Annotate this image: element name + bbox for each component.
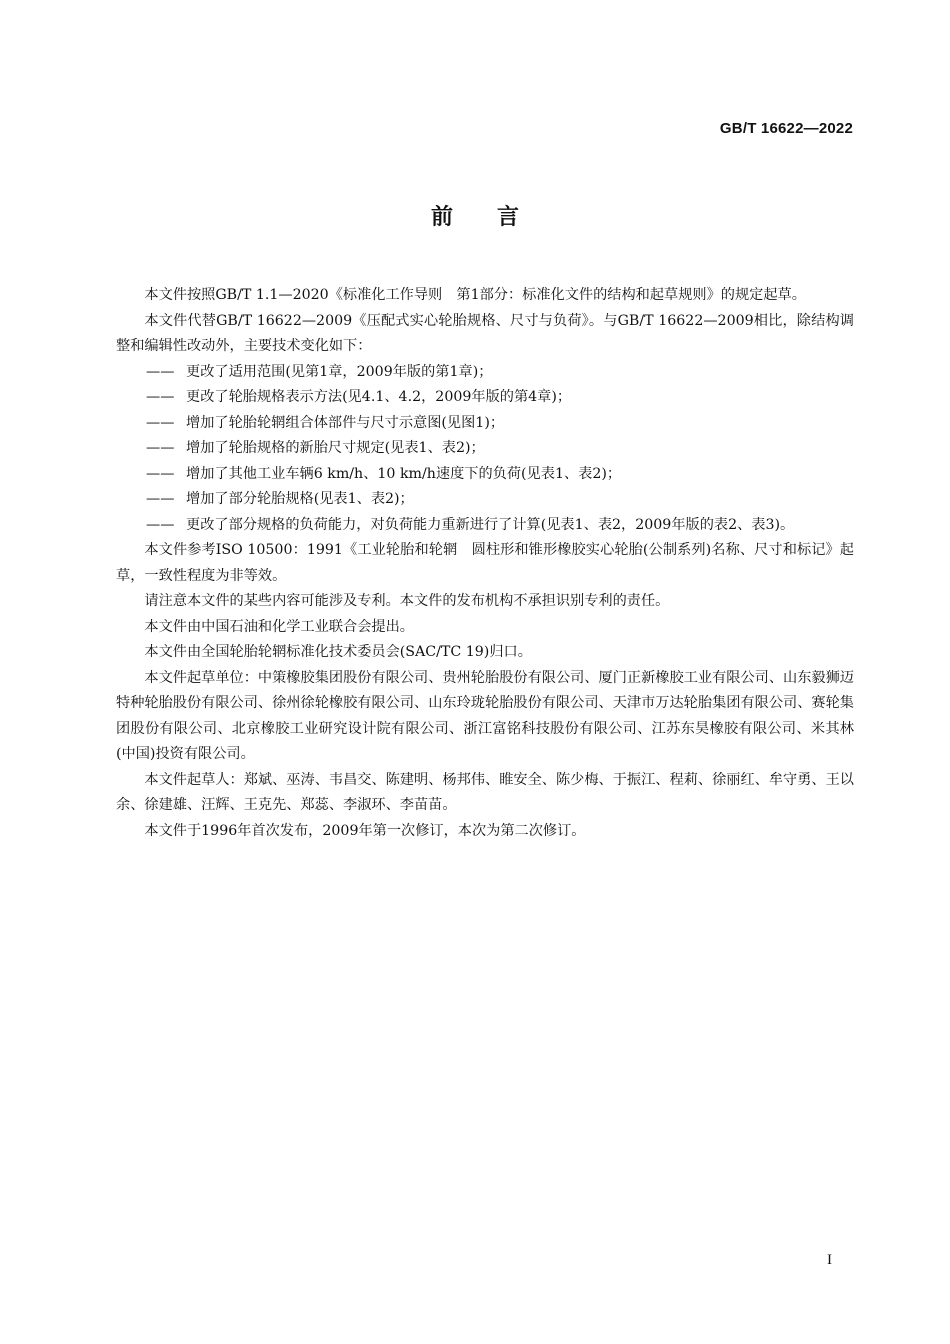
paragraph-patent-notice: 请注意本文件的某些内容可能涉及专利。本文件的发布机构不承担识别专利的责任。	[144, 593, 670, 609]
list-item	[146, 411, 854, 437]
paragraph-committee: 本文件由全国轮胎轮辋标准化技术委员会(SAC/TC 19)归口。	[144, 644, 532, 660]
standard-code: GB/T 16622—2022	[719, 120, 853, 137]
list-item	[146, 360, 854, 386]
list-item-text: 更改了适用范围(见第1章，2009年版的第1章)；	[186, 363, 493, 380]
list-item-text: 增加了轮胎规格的新胎尺寸规定(见表1、表2)；	[186, 440, 485, 456]
list-dash: ——	[146, 491, 175, 507]
list-item-text: 更改了部分规格的负荷能力，对负荷能力重新进行了计算(见表1、表2，2009年版的表2、表3)。	[186, 516, 795, 533]
page-number: I	[827, 1252, 832, 1268]
list-dash: ——	[146, 414, 175, 431]
foreword-body	[116, 283, 854, 844]
list-item	[146, 462, 854, 488]
list-item-text: 更改了轮胎规格表示方法(见4.1、4.2，2009年版的第4章)；	[186, 389, 572, 405]
paragraph-drafting-basis: 本文件按照GB/T 1.1—2020《标准化工作导则 第1部分：标准化文件的结构和起草规则》的规定起草。	[144, 287, 806, 303]
list-item-text: 增加了轮胎轮辋组合体部件与尺寸示意图(见图1)；	[186, 414, 505, 431]
list-item	[146, 487, 854, 513]
paragraph-drafters: 本文件起草人：郑斌、巫涛、韦昌交、陈建明、杨邦伟、睢安全、陈少梅、于振江、程莉、徐丽红、牟守勇、王以余、徐建雄、汪辉、王克先、郑蕊、李淑环、李苗苗。	[116, 771, 854, 813]
paragraph-reference: 本文件参考ISO 10500：1991《工业轮胎和轮辋 圆柱形和锥形橡胶实心轮胎(公制系列)名称、尺寸和标记》起草，一致性程度为非等效。	[116, 542, 854, 584]
list-item-text: 增加了其他工业车辆6 km/h、10 km/h速度下的负荷(见表1、表2)；	[186, 465, 622, 482]
changes-list	[116, 360, 854, 539]
list-dash: ——	[146, 516, 175, 533]
paragraph-replacement: 本文件代替GB/T 16622—2009《压配式实心轮胎规格、尺寸与负荷》。与GB/T 16622—2009相比，除结构调整和编辑性改动外，主要技术变化如下：	[116, 312, 854, 354]
paragraph-history: 本文件于1996年首次发布，2009年第一次修订，本次为第二次修订。	[144, 822, 586, 839]
paragraph-drafting-units: 本文件起草单位：中策橡胶集团股份有限公司、贵州轮胎股份有限公司、厦门正新橡胶工业有限公司、山东毅狮迈特种轮胎股份有限公司、徐州徐轮橡胶有限公司、山东玲珑轮胎股份有限公司、天津市万达轮胎集团有限公司、赛轮集团股份有限公司、北京橡胶工业研究设计院有限公司、浙江富铭科技股份有限公司、江苏东昊橡胶有限公司、米其林(中国)投资有限公司。	[116, 669, 854, 762]
list-dash: ——	[146, 363, 175, 380]
list-item	[146, 436, 854, 462]
list-item	[146, 513, 854, 539]
list-item-text: 增加了部分轮胎规格(见表1、表2)；	[186, 491, 414, 507]
list-dash: ——	[146, 465, 175, 482]
list-dash: ——	[146, 440, 175, 456]
list-dash: ——	[146, 389, 175, 405]
page-title: 前言	[430, 205, 563, 230]
paragraph-proposer: 本文件由中国石油和化学工业联合会提出。	[144, 618, 414, 635]
list-item	[146, 385, 854, 411]
